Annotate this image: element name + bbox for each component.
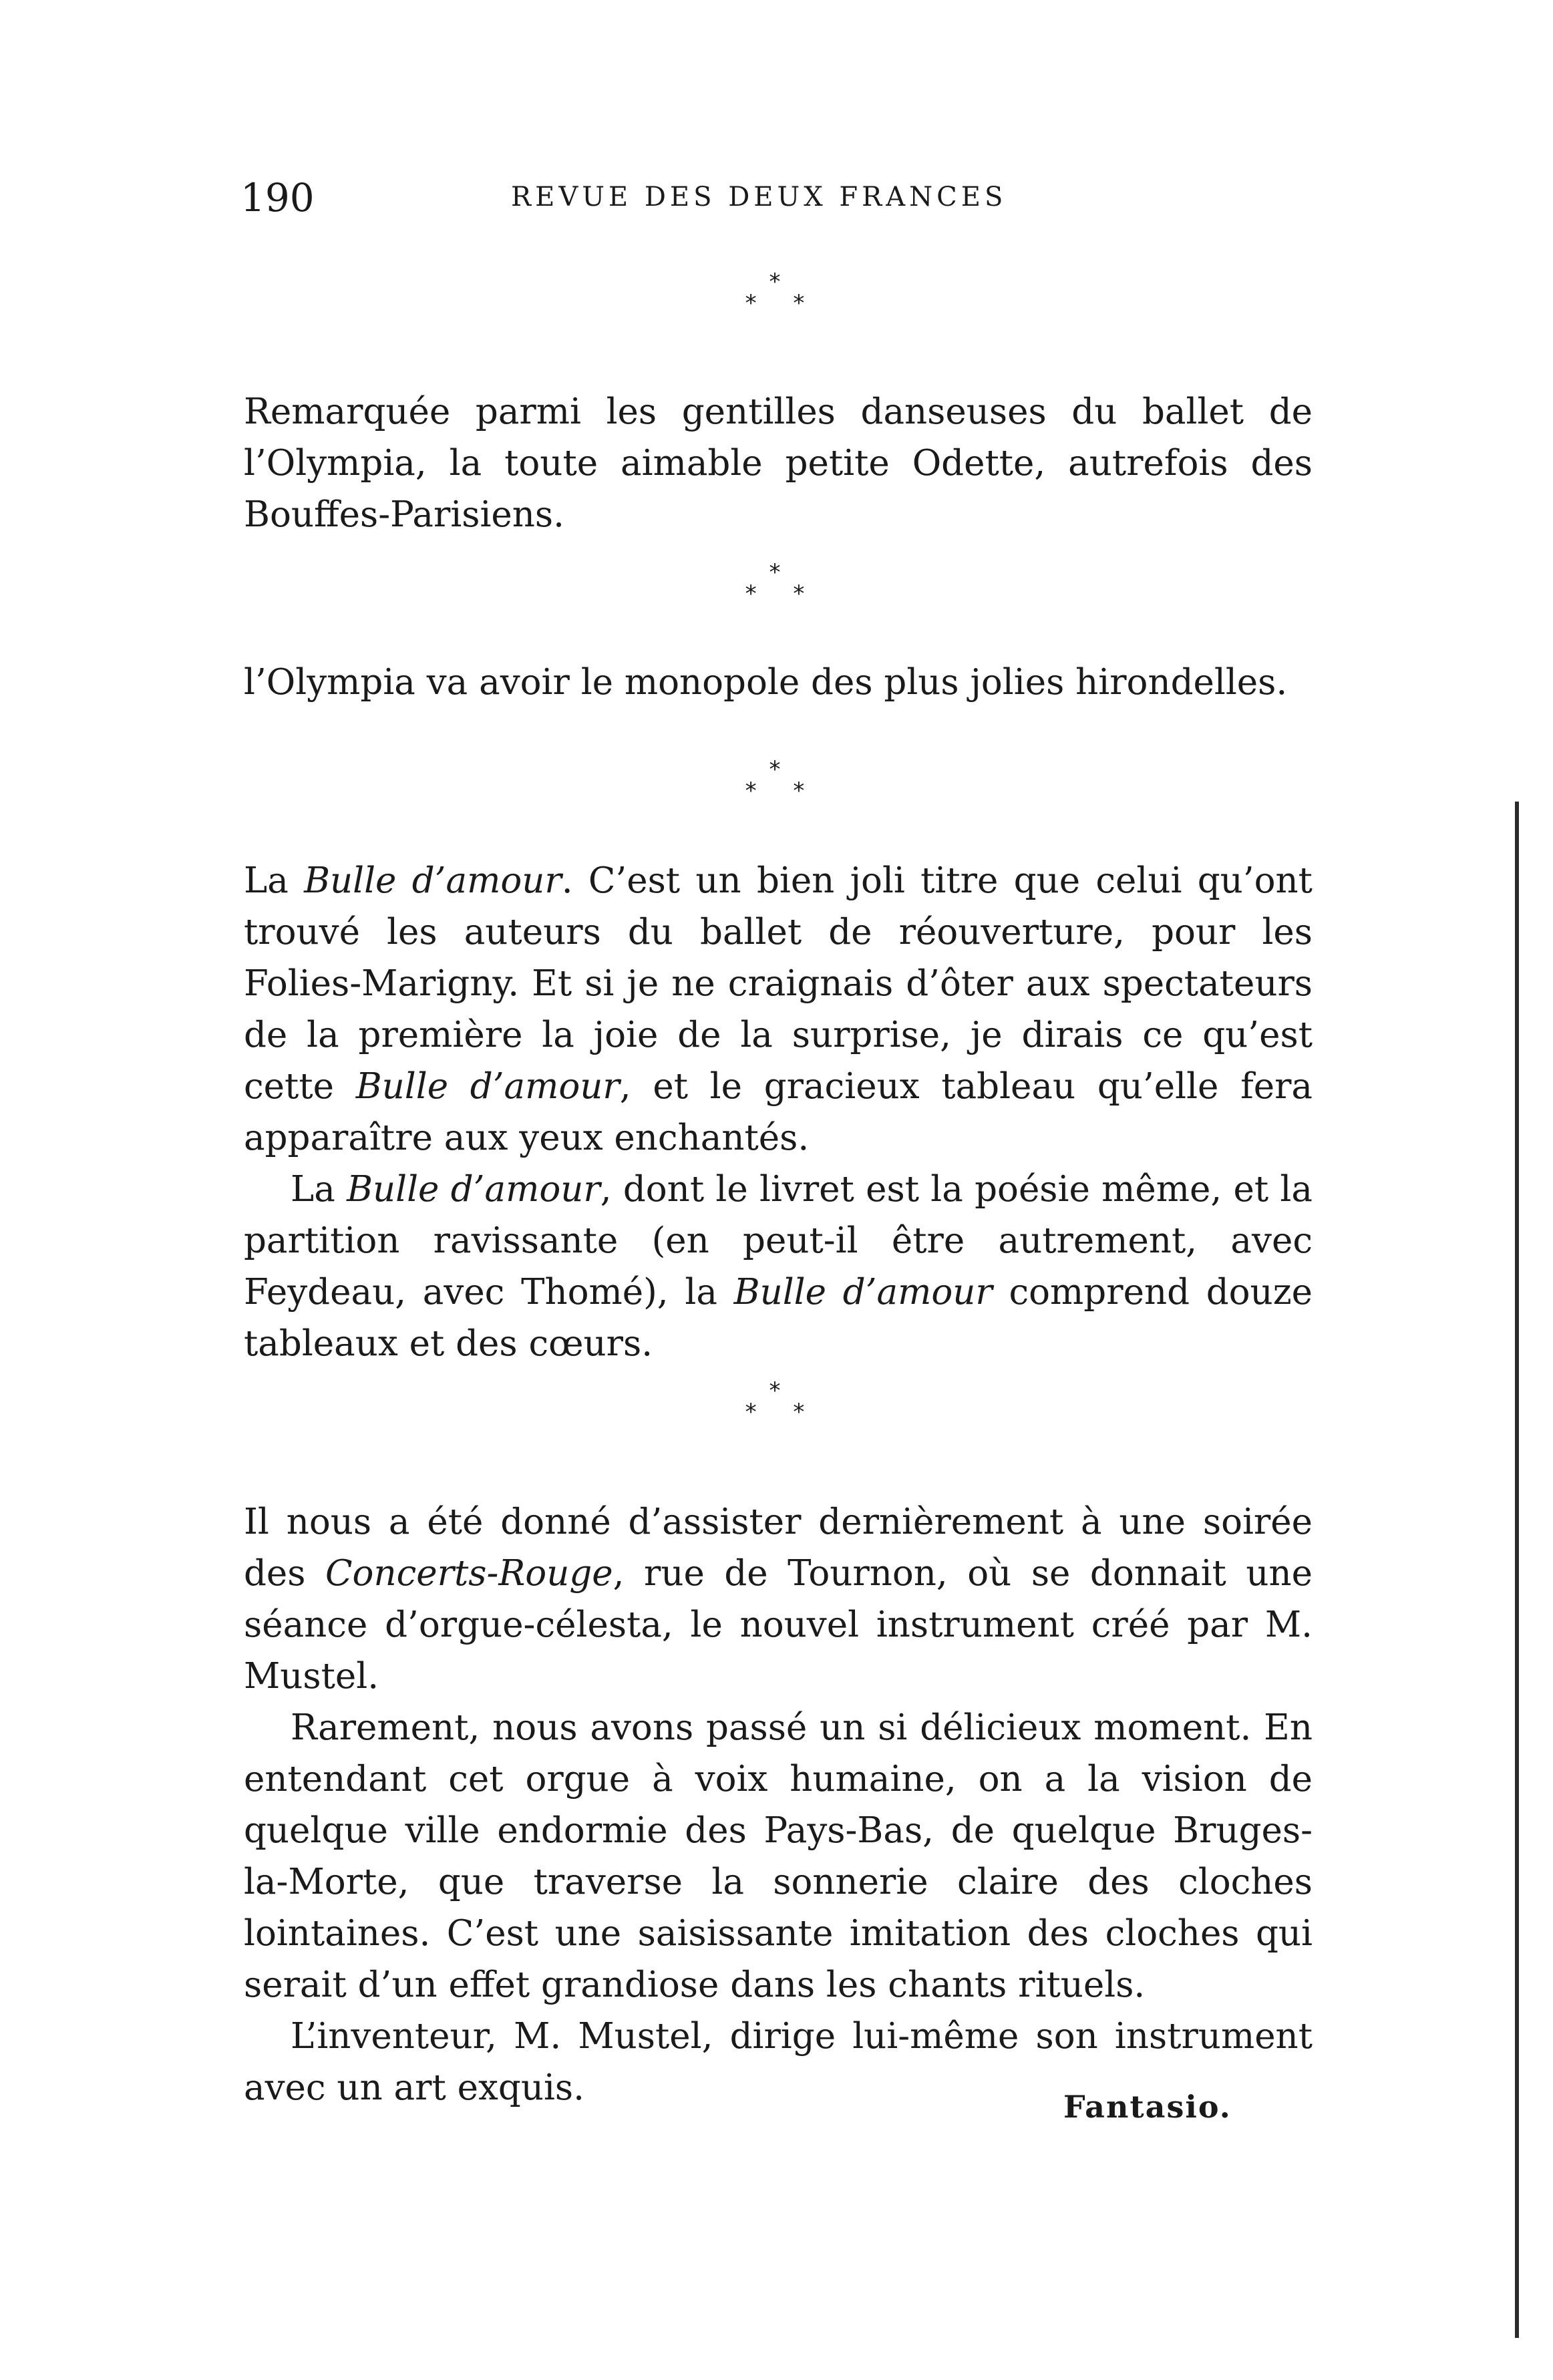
paragraph bbox=[244, 1702, 1313, 2011]
asterism-divider bbox=[721, 271, 828, 317]
asterism-top: * bbox=[769, 1377, 781, 1404]
paragraph bbox=[244, 386, 1313, 540]
asterism-top: * bbox=[769, 269, 781, 295]
asterism-top: * bbox=[769, 559, 781, 586]
paragraph bbox=[244, 1496, 1313, 1702]
text-block-4 bbox=[244, 1496, 1313, 2113]
italic-title: Concerts-Rouge bbox=[325, 1553, 613, 1594]
paragraph bbox=[244, 1164, 1313, 1369]
text-run: Rarement, nous avons passé un si délicieux moment. En entendant cet orgue à voix humaine, on a la vision de quelque ville endormie des Pays-Bas, de quelque Bruges-la-Morte, que traverse la sonnerie claire des cloches lointaines. C’est une saisissante imitation des cloches qui serait d’un effet grandiose dans les chants rituels. bbox=[244, 1707, 1313, 2005]
text-run: Remarquée parmi les gentilles danseuses du ballet de l’Olympia, la toute aimable petite Odette, autrefois des Bouffes-Parisiens. bbox=[244, 391, 1313, 535]
text-run: comprend douze tableaux et des cœurs. bbox=[244, 1272, 1313, 1364]
running-head: REVUE DES DEUX FRANCES bbox=[511, 182, 1007, 212]
asterism-bottom: * * bbox=[745, 290, 820, 317]
text-block-2 bbox=[244, 657, 1313, 708]
text-run: l’Olympia va avoir le monopole des plus jolies hirondelles. bbox=[244, 662, 1288, 703]
italic-title: Bulle d’amour bbox=[347, 1169, 600, 1210]
text-run: , et le gracieux tableau qu’elle fera apparaître aux yeux enchantés. bbox=[244, 1066, 1313, 1158]
signature: Fantasio. bbox=[1063, 2089, 1232, 2125]
asterism-divider bbox=[721, 1379, 828, 1426]
italic-title: Bulle d’amour bbox=[355, 1066, 620, 1107]
asterism-top: * bbox=[769, 756, 781, 783]
text-block-3 bbox=[244, 855, 1313, 1369]
asterism-bottom: * * bbox=[745, 778, 820, 804]
page-edge-line bbox=[1515, 802, 1519, 2338]
page-number: 190 bbox=[240, 175, 315, 220]
italic-title: Bulle d’amour bbox=[304, 860, 562, 901]
asterism-divider bbox=[721, 561, 828, 608]
asterism-bottom: * * bbox=[745, 1399, 820, 1425]
text-block-1 bbox=[244, 386, 1313, 540]
text-run: L’inventeur, M. Mustel, dirige lui-même son instrument avec un art exquis. bbox=[244, 2016, 1313, 2108]
asterism-divider bbox=[721, 758, 828, 805]
text-run: , rue de Tournon, où se donnait une séance d’orgue-célesta, le nouvel instrument créé par M. Mustel. bbox=[244, 1553, 1313, 1697]
page-header bbox=[240, 175, 1309, 228]
text-run: La bbox=[244, 860, 305, 901]
paragraph bbox=[244, 855, 1313, 1164]
paragraph bbox=[244, 657, 1313, 708]
asterism-bottom: * * bbox=[745, 580, 820, 607]
text-run: , dont le livret est la poésie même, et la partition ravissante (en peut-il être autrement, avec Feydeau, avec Thomé), la bbox=[244, 1169, 1313, 1313]
text-run: Il nous a été donné d’assister dernièrement à une soirée des bbox=[244, 1502, 1313, 1594]
text-run: La bbox=[291, 1169, 347, 1210]
text-run: . C’est un bien joli titre que celui qu’ont trouvé les auteurs du ballet de réouverture, pour les Folies-Marigny. Et si je ne craignais d’ôter aux spectateurs de la première la joie de la surprise, je dirais ce qu’est cette bbox=[244, 860, 1313, 1107]
italic-title: Bulle d’amour bbox=[733, 1272, 993, 1313]
